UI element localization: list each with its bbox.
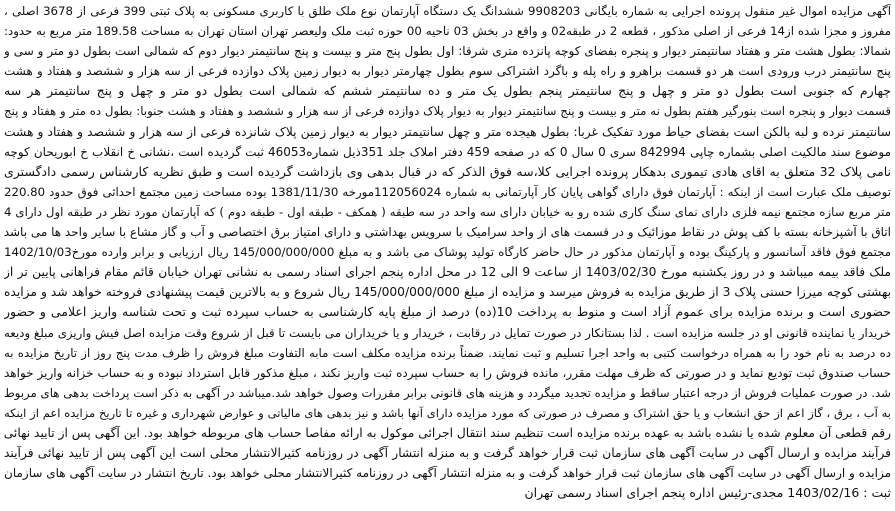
notice-line: شمالا: بطول هشت متر و هفتاد سانتیمتر دیوار و پنجره بفضای کوچه پانزده متری شرقا: اول بطول پنج متر و بیست و پنج سانتیمتر دیوار دوم که شمالی است بطول دو متر و سی و [4,44,891,59]
notice-line: اتاق با آشپزخانه بسته با کف پوش در نقاط موزائیک و در قسمت های از واحد سرامیک با سرویس بهداشتی و دارای امتیاز برق اختصاصی و آب و گاز مشاع با سایر واحد ها می باشد [4,225,891,240]
notice-line: ملک فاقد بیمه میباشد و در روز یکشنبه مورخ 1403/02/30 از ساعت 9 الی 12 در محل اداره پنجم اجرای اسناد رسمی به نشانی تهران خیابان قائم مقام فراهانی پایین تر از [4,265,891,280]
auction-notice [4,1,891,503]
notice-line: پنج سانتیمتر درب ورودی است هر دو قسمت براهرو و راه پله و باگرد اشتراکی سوم بطول چهارمتر دیوار به دیوار زمین پلاک دوازده فرعی از سه هزار و ششصد و هفتاد و هشت [4,64,891,79]
notice-line: مزایده و ارسال آگهی در سایت آگهی های سازمان ثبت قرار خواهد گرفت و به منزله انتشار آگهی در روزنامه کثیرالانتشار محلی خواهد بود. تاریخ انتشار در سایت آگهی های سازمان [4,466,891,481]
notice-line: رقم قطعی آن معلوم شده یا نشده باشد به عهده برنده مزایده است تنظیم سند انتقال اجرائی موکول به ارائه مفاصا حساب های مربوطه خواهد بود. این آگهی پس از تایید نهائی [4,425,891,440]
notice-line: به آب ، برق ، گاز اعم از حق انشعاب و یا حق اشتراک و مصرف در صورتی که مورد مزایده دارای آنها باشد و نیز بدهی های مالیاتی و عوارض شهرداری و غیره تا تاریخ مزایده اعم از اینکه [4,405,891,420]
notice-line: موضوع سند مالکیت اصلی بشماره چاپی 842994 سری 0 سال 0 که در صفحه 459 دفتر املاک جلد 351ذیل شماره46053 ثبت گردیده است ،نشانی خ انقلاب خ ابوریحان کوچه [4,144,891,159]
notice-line: حساب صندوق ثبت تودیع نماید و در صورتی که ظرف مهلت مقرر، مانده فروش را به حساب سپرده ثبت واریز نکند ، مبلغ مذکور قابل استرداد نبوده و به حساب خزانه واریز خواهد [4,365,891,380]
notice-line: نامی پلاک 32 متعلق به اقای هادی تیموری بدهکار پرونده اجرایی کلا،سه فوق الذکر که در قبال بدهی وی بازداشت گردیده است و طبق نظریه کارشناس رسمی دادگستری [4,163,891,179]
notice-line: حضوری است و برنده مزایده برای عموم آزاد است و منوط به پرداخت 10(ده) درصد از مبلغ پایه کارشناسی به حساب سپرده ثبت و تحت شناسه واریز اعلامی و حضور [4,304,891,320]
notice-line: بهشتی کوچه میرزا حسنی پلاک 3 از طریق مزایده به فروش میرسد و مزایده از مبلغ 145/000/000/000 ریال شروع و به بالاترین قیمت پیشنهادی فروخته خواهد شد و مزایده [4,285,891,300]
notice-signature-line: ثبت : 1403/02/16 مجدی-رئیس اداره پنجم اجرای اسناد رسمی تهران [524,485,891,501]
notice-line: ده درصد به نام خود را به همراه درخواست کتبی به واحد اجرا تسلیم و ثبت نمایند. ضمناً برنده مزایده مکلف است مابه التفاوت مبلغ فروش را ظرف مدت پنج روز از تاریخ مزایده به [4,345,891,360]
notice-line: متر مربع سازه مجتمع نیمه فلزی دارای نمای سنگ کاری شده رو به خیابان دارای سه واحد در سه طبقه ( همکف - طبقه اول - طبقه دوم ) که آپارتمان مورد نظر در طبقه اول دارای 4 [4,204,891,219]
notice-line: آگهی مزایده اموال غیر منقول پرونده اجرایی به شماره بایگانی 9908203 ششدانگ یک دستگاه آپارتمان نوع ملک طلق با کاربری مسکونی به پلاک ثبتی 399 فرعی از 3678 اصلی ، [4,4,891,18]
notice-line: سانتیمتر نرده و لبه بالکن است بفضای حیاط مورد تفکیک غربا: بطول هیجده متر و چهل سانتیمتر دیوار به دیوار زمین پلاک شانزده فرعی از سه هزار و ششصد و هفتاد و هشت [4,124,891,139]
notice-line: مجتمع فوق فاقد آسانسور و پارکینگ بوده و آپارتمان مذکور در حال حاضر کارگاه تولید پوشاک می باشد و به مبلغ 145/000/000/000 ریال ارزیابی و برابر وارده مورخ1402/10/03 [4,245,891,260]
notice-line: خریدار یا نماینده قانونی او در جلسه مزایده است . لذا بستانکار در صورت تمایل در رقابت ، خریدار و یا خریداران می بایست تا قبل از شروع وقت مزایده اصل فیش واریزی مبلغ ودیعه [4,325,891,340]
notice-line: شد. در صورت عملیات فروش از درجه اعتبار ساقط و مزایده تجدید میگردد و هزینه های قانونی برابر مقررات وصول خواهد شد.میباشد در آگهی به ذکر است پرداخت بدهی های مربوط [4,385,891,400]
notice-line: مفروز و مجزا شده از14 فرعی از اصلی مذکور ، قطعه 2 در طبقه02 و واقع در بخش 03 ناحیه 00 حوزه ثبت ملک ولیعصر تهران استان تهران به مساحت 189.58 متر مربع به حدود: [4,24,891,39]
notice-line: قسمت دیوار و پنجره است بنورگیر هفتم بطول نه متر و بیست و پنج سانتیمتر دیوار به دیوار پلاک دوازده فرعی از سه هزار و ششصد و هفتاد و هشت جنوبا: بطول ده متر و هفتاد و پنج [4,104,891,119]
notice-line: توصیف ملک عبارت است از اینکه : آپارتمان فوق دارای گواهی پایان کار آپارتمانی به شماره 112056024مورخه 1381/11/30 بوده مساحت زمین مجتمع احداثی فوق حدود 220.80 [4,184,891,199]
notice-line: فرآیند مزایده و ارسال آگهی در سایت آگهی های سازمان ثبت قرار خواهد گرفت و به منزله انتشار آگهی در روزنامه کثیرالانتشار محلی است این آگهی پس از تایید نهائی فرآیند [4,446,891,461]
notice-line: چهارم که جنوبی است بطول دو متر و چهل و پنج سانتیمتر پنجم بطول یک متر و ده سانتیمتر ششم که شمالی است بطول دو متر و چهل و پنج سانتیمتر هر سه [4,83,891,99]
